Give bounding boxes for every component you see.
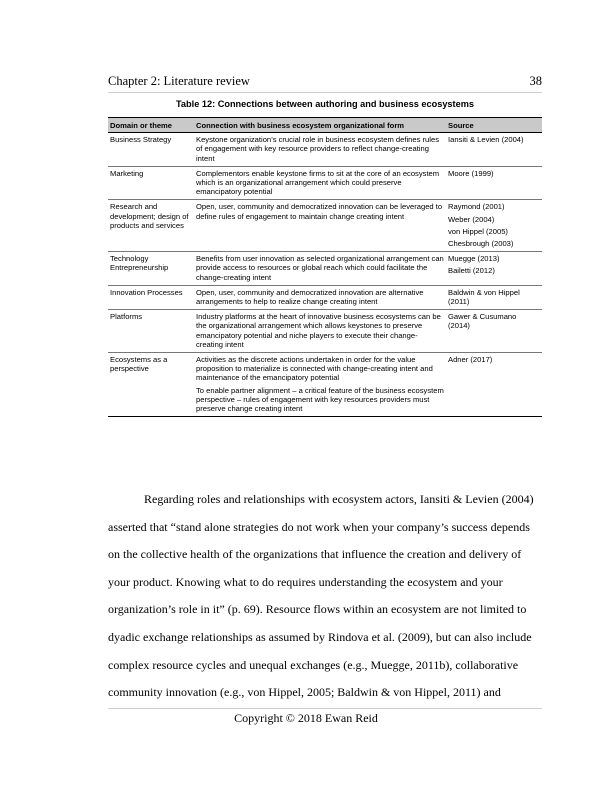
source-citation: Adner (2017) <box>448 355 493 365</box>
chapter-title: Chapter 2: Literature review <box>108 74 250 88</box>
theme-cell <box>108 133 194 167</box>
connection-text: Benefits from user innovation as selected organizational arrangement can provide access to resources or global reach which could facilitate the change-creating intent <box>196 254 444 282</box>
source-cell <box>446 133 542 167</box>
theme-text: Research and development; design of products and services <box>110 202 189 230</box>
table-row <box>108 166 542 200</box>
theme-cell <box>108 310 194 353</box>
source-citation: Baldwin & von Hippel (2011) <box>448 287 520 307</box>
source-citation: Gawer & Cusumano (2014) <box>448 312 517 331</box>
connection-cell <box>194 353 446 417</box>
connection-cell <box>194 252 446 286</box>
connection-text: Keystone organization’s crucial role in business ecosystem defines rules of engagement with key resource providers to reflect change-creating intent <box>196 135 439 163</box>
connection-cell <box>194 200 446 252</box>
theme-text: Platforms <box>110 312 143 322</box>
connection-text: Complementors enable keystone firms to sit at the core of an ecosystem which is an organizational arrangement which could preserve emancipatory potential <box>196 168 440 197</box>
source-citation: Bailetti (2012) <box>448 266 495 276</box>
source-citation: Weber (2004) <box>448 214 495 224</box>
connection-cell <box>194 166 446 200</box>
source-cell <box>446 200 542 252</box>
column-header: Source <box>446 118 542 133</box>
source-cell <box>446 166 542 200</box>
column-header: Connection with business ecosystem organizational form <box>194 118 446 133</box>
theme-cell <box>108 353 194 417</box>
connection-text: Open, user, community and democratized innovation can be leveraged to define rules of engagement to maintain change creating intent <box>196 202 443 221</box>
theme-cell <box>108 200 194 252</box>
body-line: your product. Knowing what to do requires understanding the ecosystem and your <box>108 574 503 589</box>
ecosystem-connections-table <box>108 117 542 417</box>
source-citation: Moore (1999) <box>448 168 494 178</box>
table-row <box>108 353 542 417</box>
copyright-footer: Copyright © 2018 Ewan Reid <box>234 711 378 725</box>
body-line: complex resource cycles and unequal exchanges (e.g., Muegge, 2011b), collaborative <box>108 657 519 672</box>
theme-text: Ecosystems as a perspective <box>110 355 168 374</box>
theme-text: Innovation Processes <box>110 287 183 297</box>
source-citation: Iansiti & Levien (2004) <box>448 135 524 145</box>
column-header: Domain or theme <box>108 118 194 133</box>
connection-text: Industry platforms at the heart of innovative business ecosystems can be the organizational arrangement which allows keystones to preserve emancipatory potential and niche players to execute their change-creating intent <box>196 312 441 349</box>
connection-text: Activities as the discrete actions undertaken in order for the value proposition to materialize is connected with change-creating intent and maintenance of the emancipatory potential <box>196 355 433 383</box>
table-caption: Table 12: Connections between authoring and business ecosystems <box>176 99 474 109</box>
body-line: dyadic exchange relationships as assumed by Rindova et al. (2009), but can also include <box>108 629 532 644</box>
connection-cell <box>194 133 446 167</box>
table-row <box>108 310 542 353</box>
table-row <box>108 285 542 309</box>
source-cell <box>446 285 542 309</box>
body-paragraph <box>108 486 542 707</box>
source-citation: von Hippel (2005) <box>448 226 508 236</box>
header-divider <box>108 92 542 93</box>
connection-cell <box>194 285 446 309</box>
source-cell <box>446 252 542 286</box>
table-row <box>108 133 542 167</box>
connection-text: Open, user, community and democratized innovation are alternative arrangements to help to realize change creating intent <box>196 287 424 307</box>
source-citation: Chesbrough (2003) <box>448 239 514 249</box>
body-line: asserted that “stand alone strategies do not work when your company’s success depends <box>108 519 530 534</box>
footer-divider <box>108 708 542 709</box>
table-row <box>108 252 542 286</box>
theme-cell <box>108 166 194 200</box>
source-cell <box>446 353 542 417</box>
body-line: organization’s role in it” (p. 69). Resource flows within an ecosystem are not limited to <box>108 602 527 617</box>
theme-text: Technology Entrepreneurship <box>110 254 169 273</box>
theme-cell <box>108 252 194 286</box>
theme-text: Marketing <box>110 168 144 178</box>
table-body <box>108 133 542 417</box>
source-cell <box>446 310 542 353</box>
body-line: community innovation (e.g., von Hippel, 2005; Baldwin & von Hippel, 2011) and <box>108 685 501 700</box>
source-citation: Muegge (2013) <box>448 254 500 264</box>
table-header-row <box>108 118 542 133</box>
connection-cell <box>194 310 446 353</box>
connection-text: To enable partner alignment – a critical feature of the business ecosystem perspective – rules of engagement with key resources providers must preserve change creating intent <box>196 385 444 414</box>
body-line: on the collective health of the organizations that influence the creation and delivery of <box>108 547 522 562</box>
table-row <box>108 200 542 252</box>
theme-cell <box>108 285 194 309</box>
page-number: 38 <box>529 74 542 88</box>
source-citation: Raymond (2001) <box>448 202 505 212</box>
theme-text: Business Strategy <box>110 135 172 145</box>
body-line: Regarding roles and relationships with ecosystem actors, Iansiti & Levien (2004) <box>144 492 534 506</box>
